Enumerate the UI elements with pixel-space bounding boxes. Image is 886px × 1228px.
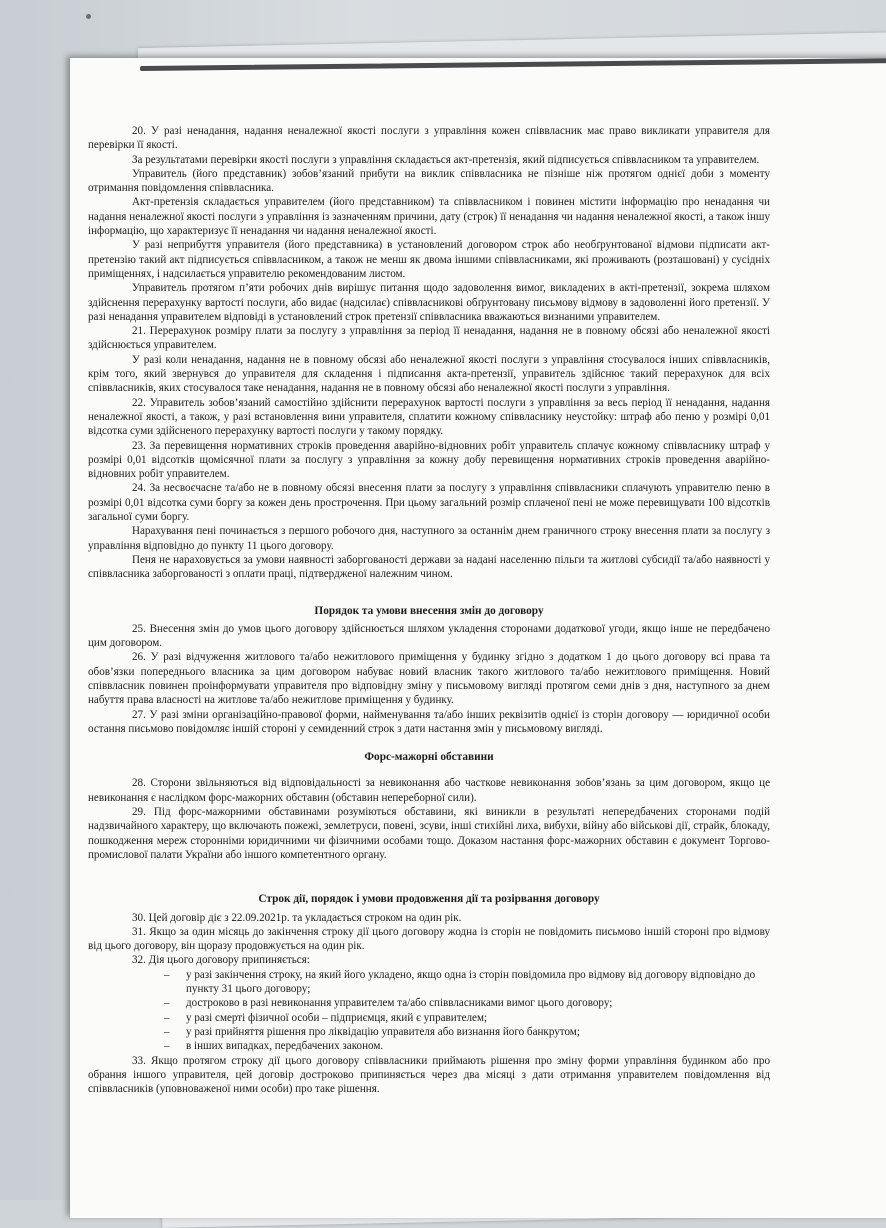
- clause-33: 33. Якщо протягом строку дії цього договору співвласники приймають рішення про зміну форми управління будинком або про обрання іншого управителя, цей договір достроково припиняється через два місяці з дати отримання управителем повідомлення від співвласників (уповноваженої ними особи) про таке рішення.: [88, 1054, 770, 1096]
- paragraph: За результатами перевірки якості послуги з управління складається акт-претензія, який підписується співвласником та управителем.: [132, 153, 760, 166]
- clause-30: 30. Цей договір діє з 22.09.2021р. та укладається строком на один рік.: [132, 911, 462, 924]
- list-item-text: у разі прийняття рішення про ліквідацію управителя або визнання його банкрутом;: [186, 1025, 580, 1038]
- section-heading-term: Строк дії, порядок і умови продовження дії та розірвання договору: [258, 893, 600, 906]
- clause-20: 20. У разі ненадання, надання неналежної якості послуги з управління кожен співвласник має право викликати управителя для перевірки її якості.: [88, 125, 770, 152]
- paragraph: У разі неприбуття управителя (його представника) в установлений договором строк або необґрунтованої відмови підписати акт-претензію такий акт підписується співвласником, а також не менш як двома іншими співвласниками, які проживають (розташовані) у сусідніх приміщеннях, і надсилається управителю рекомендованим листом.: [88, 239, 770, 280]
- paragraph: Управитель (його представник) зобов’язаний прибути на виклик співвласника не пізніше ніж протягом однієї доби з моменту отримання повідомлення співвласника.: [88, 167, 770, 195]
- paragraph: Пеня не нараховується за умови наявності заборгованості держави за надані населенню пільги та житлові субсидії та/або наявності у співвласника заборгованості з оплати праці, підтвердженої належним чином.: [88, 553, 770, 581]
- clause-23: 23. За перевищення нормативних строків проведення аварійно-відновних робіт управитель сплачує кожному співвласнику штраф у розмірі 0,01 відсотків щомісячної плати за послугу з управління за кожну добу перевищення нормативних строків проведення аварійно-відновних робіт управителем.: [88, 439, 770, 481]
- section-heading-changes: Порядок та умови внесення змін до договору: [314, 604, 544, 617]
- clause-32: 32. Дія цього договору припиняється:: [132, 954, 310, 967]
- clause-21: 21. Перерахунок розміру плати за послугу з управління за період її ненадання, надання не в повному обсязі або неналежної якості здійснюється управителем.: [88, 325, 770, 352]
- list-marker: –: [164, 1011, 170, 1024]
- list-marker: –: [164, 997, 170, 1010]
- list-item-text: в інших випадках, передбачених законом.: [186, 1040, 384, 1053]
- contract-text: [88, 124, 770, 1096]
- list-item: [88, 1011, 770, 1025]
- list-item-text: у разі смерті фізичної особи – підприємця, який є управителем;: [186, 1011, 488, 1024]
- clause-27: 27. У разі зміни організаційно-правової форми, найменування та/або інших реквізитів однієї із сторін договору — юридичної особи остання письмово повідомляє іншій стороні у семиденний строк з дати настання змін у письмовому вигляді.: [88, 708, 770, 735]
- section-heading-force-majeure: Форс-мажорні обставини: [364, 751, 494, 764]
- clause-31: 31. Якщо за один місяць до закінчення строку дії цього договору жодна із сторін не повідомить письмово іншій стороні про відмову від цього договору, він щоразу продовжується на один рік.: [88, 925, 770, 953]
- paragraph: Нарахування пені починається з першого робочого дня, наступного за останнім днем граничного строку внесення плати за послугу з управління відповідно до пункту 11 цього договору.: [88, 525, 770, 552]
- clause-28: 28. Сторони звільняються від відповідальності за невиконання або часткове невиконання зобов’язань за цим договором, якщо це невиконання є наслідком форс-мажорних обставин (обставин непереборної сили).: [88, 777, 770, 804]
- list-marker: –: [164, 968, 170, 981]
- clause-26: 26. У разі відчуження житлового та/або нежитлового приміщення у будинку згідно з додатком 1 до цього договору всі права та обов’язки попереднього власника за цим договором набуває новий власник такого житлового та/або нежитлового приміщення. Новий співвласник повинен проінформувати управителя про відповідну зміну у письмовому вигляді протягом семи днів з дня, наступного за днем набуття права власності на житлове та/або нежитлове приміщення у будинку.: [88, 651, 770, 707]
- list-item-text: достроково в разі невиконання управителем та/або співвласниками вимог цього договору;: [186, 997, 613, 1010]
- list-item-text: у разі закінчення строку, на який його укладено, якщо одна із сторін повідомила про відмову від договору відповідно до пункту 31 цього договору;: [186, 968, 756, 996]
- clause-22: 22. Управитель зобов’язаний самостійно здійснити перерахунок вартості послуги з управління за весь період її ненадання, надання неналежної якості, а також, у разі встановлення вини управителя, сплатити кожному співвласнику неустойку: штраф або пеню у розмірі 0,01 відсотка суми здійсненого перерахунку вартості послуги у такому порядку.: [88, 396, 770, 438]
- clause-25: 25. Внесення змін до умов цього договору здійснюється шляхом укладення сторонами додаткової угоди, якщо інше не передбачено цим договором.: [88, 622, 770, 650]
- paragraph: Управитель протягом п’яти робочих днів вирішує питання щодо задоволення вимог, викладених в акті-претензії, зокрема шляхом здійснення перерахунку вартості послуги, або видає (надсилає) співвласникові обґрунтовану письмову відмову в задоволенні його претензії. У разі ненадання управителем відповіді в установлений строк претензії співвласника вважаються визнаними управителем.: [88, 282, 770, 323]
- paragraph: У разі коли ненадання, надання не в повному обсязі або неналежної якості послуги з управління стосувалося інших співвласників, крім того, який звернувся до управителя для складення і підписання акта-претензії, управитель здійснює такий перерахунок для всіх співвласників, яких стосувалося таке ненадання, надання не в повному обсязі або неналежної якості послуги з управління.: [88, 353, 770, 395]
- paragraph: Акт-претензія складається управителем (його представником) та співвласником і повинен містити інформацію про ненадання чи надання неналежної якості послуги з управління із зазначенням причини, дату (строк) її ненадання чи надання неналежної якості, а також іншу інформацію, що характеризує її ненадання чи надання неналежної якості.: [88, 196, 770, 238]
- list-item: [88, 1039, 770, 1053]
- clause-29: 29. Під форс-мажорними обставинами розуміються обставини, які виникли в результаті непередбачених сторонами подій надзвичайного характеру, що включають пожежі, землетруси, повені, зсуви, інші стихійні лиха, вибухи, війну або військові дії, страйк, блокаду, пошкодження мереж сторонніми юридичними чи фізичними особами тощо. Доказом настання форс-мажорних обставин є документ Торгово-промислової палати України або іншого компетентного органу.: [88, 806, 770, 861]
- list-item: [88, 968, 770, 997]
- clause-24: 24. За несвоєчасне та/або не в повному обсязі внесення плати за послугу з управління співвласники сплачують управителю пеню в розмірі 0,01 відсотка суми боргу за кожен день прострочення. При цьому загальний розмір сплаченої пені не може перевищувати 100 відсотків загальної суми боргу.: [88, 482, 770, 524]
- scan-speck: [86, 14, 91, 19]
- list-marker: –: [164, 1025, 170, 1038]
- list-item: [88, 1025, 770, 1039]
- list-item: [88, 996, 770, 1010]
- list-marker: –: [164, 1040, 170, 1053]
